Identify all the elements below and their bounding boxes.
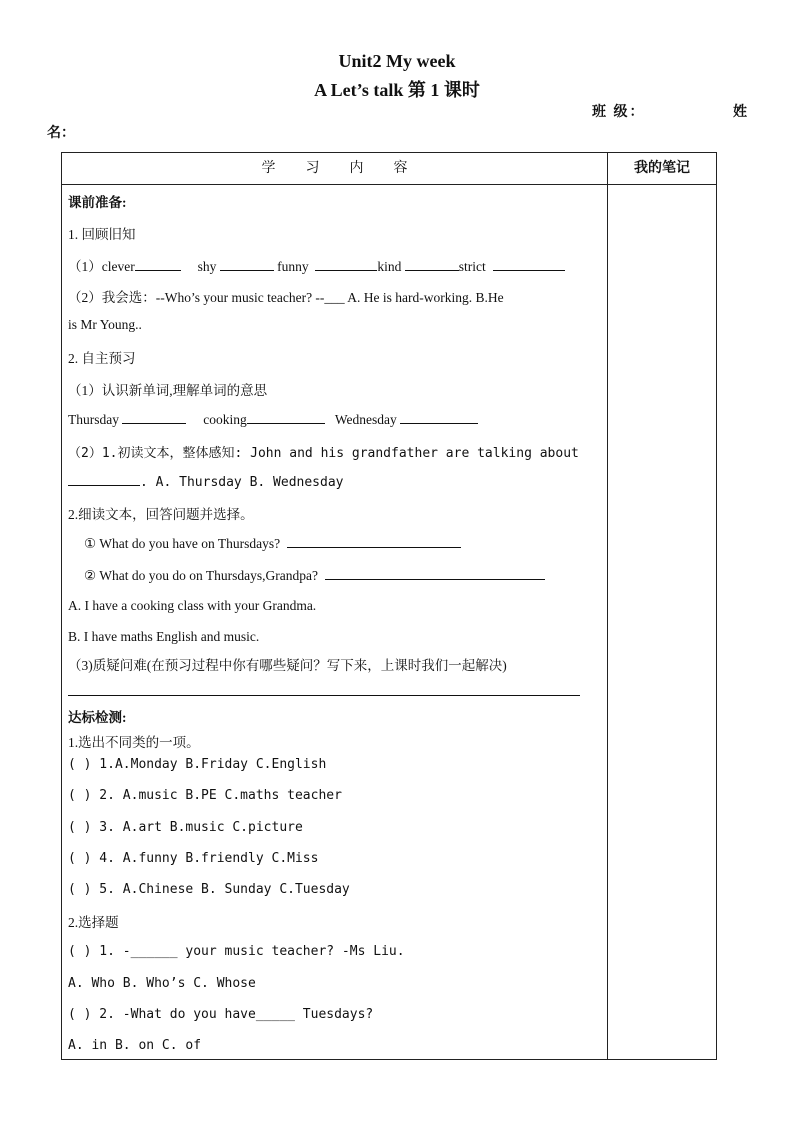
reading-question-1-text: ① What do you have on Thursdays? bbox=[84, 536, 281, 551]
title-line-1: Unit2 My week bbox=[338, 51, 456, 71]
preview-heading: 2. 自主预习 bbox=[68, 351, 136, 366]
odd-one-out-item: ( ) 1.A.Monday B.Friday C.English bbox=[68, 757, 327, 772]
name-label-part1: 姓 bbox=[733, 105, 747, 120]
blank[interactable] bbox=[122, 411, 186, 424]
choice-question-line-1: （2）我会选：--Who’s your music teacher? --___ A. He is hard-working. B.He bbox=[68, 290, 504, 305]
review-heading: 1. 回顾旧知 bbox=[68, 227, 136, 242]
word-wednesday: Wednesday bbox=[334, 412, 397, 427]
first-reading-line-1: （2）1.初读文本，整体感知: John and his grandfather are talking about bbox=[68, 446, 579, 461]
blank[interactable] bbox=[315, 258, 377, 271]
blank[interactable] bbox=[400, 411, 478, 424]
review-word-row bbox=[68, 255, 565, 275]
questions-prompt: （3)质疑问难(在预习过程中你有哪些疑问？写下来，上课时我们一起解决) bbox=[68, 658, 507, 673]
blank[interactable] bbox=[405, 258, 459, 271]
new-words-heading: （1）认识新单词,理解单词的意思 bbox=[68, 383, 268, 398]
blank[interactable] bbox=[68, 473, 140, 486]
blank[interactable] bbox=[247, 411, 325, 424]
blank[interactable] bbox=[220, 258, 274, 271]
review-prefix: （1） bbox=[68, 259, 102, 274]
odd-one-out-item: ( ) 4. A.funny B.friendly C.Miss bbox=[68, 851, 319, 866]
reading-question-2 bbox=[84, 567, 545, 584]
odd-one-out-item: ( ) 2. A.music B.PE C.maths teacher bbox=[68, 788, 342, 803]
first-reading-options: . A. Thursday B. Wednesday bbox=[140, 475, 344, 490]
reading-question-1 bbox=[84, 535, 461, 552]
multiple-choice-q1-options: A. Who B. Who’s C. Whose bbox=[68, 976, 256, 991]
column-header-content: 学习内容 bbox=[261, 161, 438, 176]
new-words-row bbox=[68, 411, 478, 428]
multiple-choice-q2: ( ) 2. -What do you have_____ Tuesdays? bbox=[68, 1007, 374, 1022]
reading-question-2-text: ② What do you do on Thursdays,Grandpa? bbox=[84, 568, 318, 583]
detailed-reading-heading: 2.细读文本，回答问题并选择。 bbox=[68, 507, 254, 522]
answer-blank[interactable] bbox=[325, 567, 545, 580]
odd-one-out-item: ( ) 5. A.Chinese B. Sunday C.Tuesday bbox=[68, 882, 350, 897]
first-reading-line-2 bbox=[68, 473, 344, 490]
column-divider bbox=[607, 153, 608, 1059]
word-thursday: Thursday bbox=[68, 412, 119, 427]
option-b: B. I have maths English and music. bbox=[68, 629, 260, 644]
word-shy: shy bbox=[197, 259, 217, 274]
answer-blank[interactable] bbox=[287, 535, 461, 548]
question-answer-line[interactable] bbox=[68, 695, 580, 696]
header-divider bbox=[62, 184, 716, 185]
test-heading: 达标检测: bbox=[68, 710, 127, 725]
multiple-choice-q2-options: A. in B. on C. of bbox=[68, 1038, 202, 1053]
option-a: A. I have a cooking class with your Grandma. bbox=[68, 598, 317, 613]
word-funny: funny bbox=[277, 259, 309, 274]
title-line-2: A Let’s talk 第 1 课时 bbox=[314, 80, 480, 100]
word-clever: clever bbox=[101, 259, 135, 274]
word-kind: kind bbox=[377, 259, 402, 274]
name-label-part2: 名： bbox=[47, 126, 75, 141]
odd-one-out-heading: 1.选出不同类的一项。 bbox=[68, 735, 200, 750]
prep-heading: 课前准备: bbox=[68, 195, 127, 210]
column-header-notes: 我的笔记 bbox=[634, 161, 690, 176]
choice-question-line-2: is Mr Young.. bbox=[68, 317, 142, 332]
odd-one-out-item: ( ) 3. A.art B.music C.picture bbox=[68, 820, 303, 835]
blank[interactable] bbox=[493, 258, 565, 271]
word-cooking: cooking bbox=[203, 412, 247, 427]
multiple-choice-heading: 2.选择题 bbox=[68, 915, 119, 930]
blank[interactable] bbox=[135, 258, 181, 271]
word-strict: strict bbox=[458, 259, 486, 274]
class-label: 班 级： bbox=[592, 105, 646, 120]
multiple-choice-q1: ( ) 1. -______ your music teacher? -Ms Liu. bbox=[68, 944, 405, 959]
